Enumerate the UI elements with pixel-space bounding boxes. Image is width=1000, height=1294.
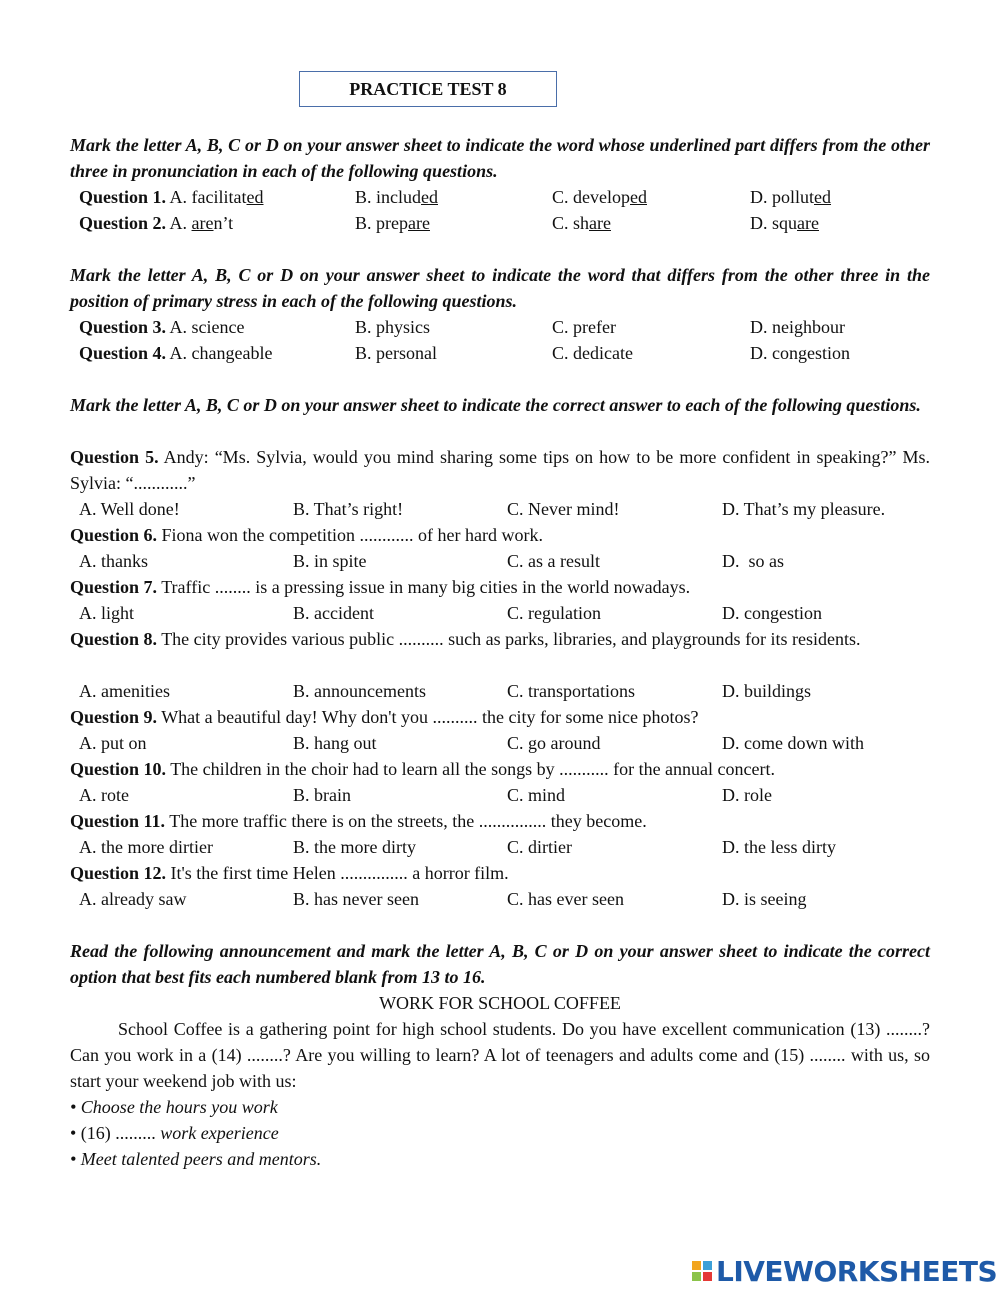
logo-icon xyxy=(692,1261,712,1281)
option-a[interactable]: A. the more dirtier xyxy=(79,837,213,857)
option-d[interactable]: D. come down with xyxy=(722,733,864,753)
option-c[interactable]: C. mind xyxy=(507,785,566,805)
option-c[interactable]: C. transportations xyxy=(507,681,635,701)
option-b[interactable]: B. physics xyxy=(355,317,431,337)
option-d[interactable]: D. neighbour xyxy=(750,317,845,337)
bullet-item: • Choose the hours you work xyxy=(70,1097,278,1117)
option-d[interactable]: D. the less dirty xyxy=(722,837,836,857)
bullet-item: • Meet talented peers and mentors. xyxy=(70,1149,322,1169)
option-a[interactable]: A. science xyxy=(169,317,245,337)
section1-instruction: Mark the letter A, B, C or D on your answer sheet to indicate the word whose underlined part differs from the other three in pronunciation in each of the following questions. xyxy=(70,135,930,181)
option-d[interactable]: D. congestion xyxy=(722,603,822,623)
question-text: Question 9. What a beautiful day! Why don't you .......... the city for some nice photos? xyxy=(70,707,699,727)
question-text: Question 10. The children in the choir had to learn all the songs by ........... for the annual concert. xyxy=(70,759,776,779)
liveworksheets-logo xyxy=(692,1254,997,1288)
option-d[interactable]: D. That’s my pleasure. xyxy=(722,499,886,519)
section4-instruction: Read the following announcement and mark the letter A, B, C or D on your answer sheet to indicate the correct option that best fits each numbered blank from 13 to 16. xyxy=(70,941,930,987)
option-c[interactable]: C. prefer xyxy=(552,317,616,337)
option-a[interactable]: A. Well done! xyxy=(79,499,180,519)
option-b[interactable]: B. brain xyxy=(293,785,351,805)
page-title: PRACTICE TEST 8 xyxy=(299,71,557,107)
option-a[interactable]: A. light xyxy=(79,603,135,623)
bullet-item: • (16) ......... work experience xyxy=(70,1123,279,1143)
question-text: Question 12. It's the first time Helen ............... a horror film. xyxy=(70,863,509,883)
option-c[interactable]: C. as a result xyxy=(507,551,600,571)
announcement-heading: WORK FOR SCHOOL COFFEE xyxy=(379,993,621,1013)
option-d[interactable]: D. congestion xyxy=(750,343,850,363)
option-d[interactable]: D. polluted xyxy=(750,187,832,207)
option-c[interactable]: C. has ever seen xyxy=(507,889,624,909)
option-b[interactable]: B. personal xyxy=(355,343,437,363)
option-c[interactable]: C. dirtier xyxy=(507,837,572,857)
option-a[interactable]: A. put on xyxy=(79,733,147,753)
option-d[interactable]: D. so as xyxy=(722,551,784,571)
question-text: Question 6. Fiona won the competition ............ of her hard work. xyxy=(70,525,543,545)
question-label: Question 4. xyxy=(79,343,167,363)
option-a[interactable]: A. rote xyxy=(79,785,129,805)
option-b[interactable]: B. That’s right! xyxy=(293,499,404,519)
question-text: Question 5. Andy: “Ms. Sylvia, would you mind sharing some tips on how to be more confident in speaking?” Ms. Sylvia: “............” xyxy=(70,447,930,493)
option-c[interactable]: C. share xyxy=(552,213,611,233)
option-c[interactable]: C. regulation xyxy=(507,603,601,623)
option-c[interactable]: C. go around xyxy=(507,733,601,753)
option-b[interactable]: B. accident xyxy=(293,603,374,623)
option-d[interactable]: D. square xyxy=(750,213,819,233)
option-a[interactable]: A. amenities xyxy=(79,681,170,701)
option-b[interactable]: B. announcements xyxy=(293,681,426,701)
announcement-paragraph: School Coffee is a gathering point for high school students. Do you have excellent communication (13) ........? Can you work in a (14) ........? Are you willing to learn? A lot of teenagers and adults come and (15) ........ with us, so start your weekend job with us: xyxy=(70,1019,930,1091)
option-b[interactable]: B. the more dirty xyxy=(293,837,416,857)
option-a[interactable]: A. already saw xyxy=(79,889,187,909)
option-b[interactable]: B. has never seen xyxy=(293,889,419,909)
option-b[interactable]: B. prepare xyxy=(355,213,430,233)
option-d[interactable]: D. is seeing xyxy=(722,889,807,909)
question-label: Question 3. xyxy=(79,317,167,337)
question-text: Question 11. The more traffic there is on the streets, the ............... they become. xyxy=(70,811,647,831)
option-b[interactable]: B. in spite xyxy=(293,551,367,571)
option-a[interactable]: A. aren’t xyxy=(169,213,234,233)
section3-instruction: Mark the letter A, B, C or D on your answer sheet to indicate the correct answer to each of the following questions. xyxy=(70,395,921,415)
option-c[interactable]: C. Never mind! xyxy=(507,499,620,519)
option-b[interactable]: B. included xyxy=(355,187,438,207)
option-d[interactable]: D. buildings xyxy=(722,681,812,701)
option-c[interactable]: C. developed xyxy=(552,187,647,207)
option-d[interactable]: D. role xyxy=(722,785,772,805)
option-a[interactable]: A. facilitated xyxy=(169,187,264,207)
question-label: Question 2. xyxy=(79,213,167,233)
option-a[interactable]: A. thanks xyxy=(79,551,148,571)
question-label: Question 1. xyxy=(79,187,167,207)
question-text: Question 7. Traffic ........ is a pressing issue in many big cities in the world nowadays. xyxy=(70,577,691,597)
option-a[interactable]: A. changeable xyxy=(169,343,273,363)
question-text: Question 8. The city provides various public .......... such as parks, libraries, and playgrounds for its residents. xyxy=(70,629,861,649)
option-b[interactable]: B. hang out xyxy=(293,733,377,753)
section2-instruction: Mark the letter A, B, C or D on your answer sheet to indicate the word that differs from the other three in the position of primary stress in each of the following questions. xyxy=(70,265,930,311)
logo-text: LIVEWORKSHEETS xyxy=(716,1254,998,1288)
option-c[interactable]: C. dedicate xyxy=(552,343,633,363)
